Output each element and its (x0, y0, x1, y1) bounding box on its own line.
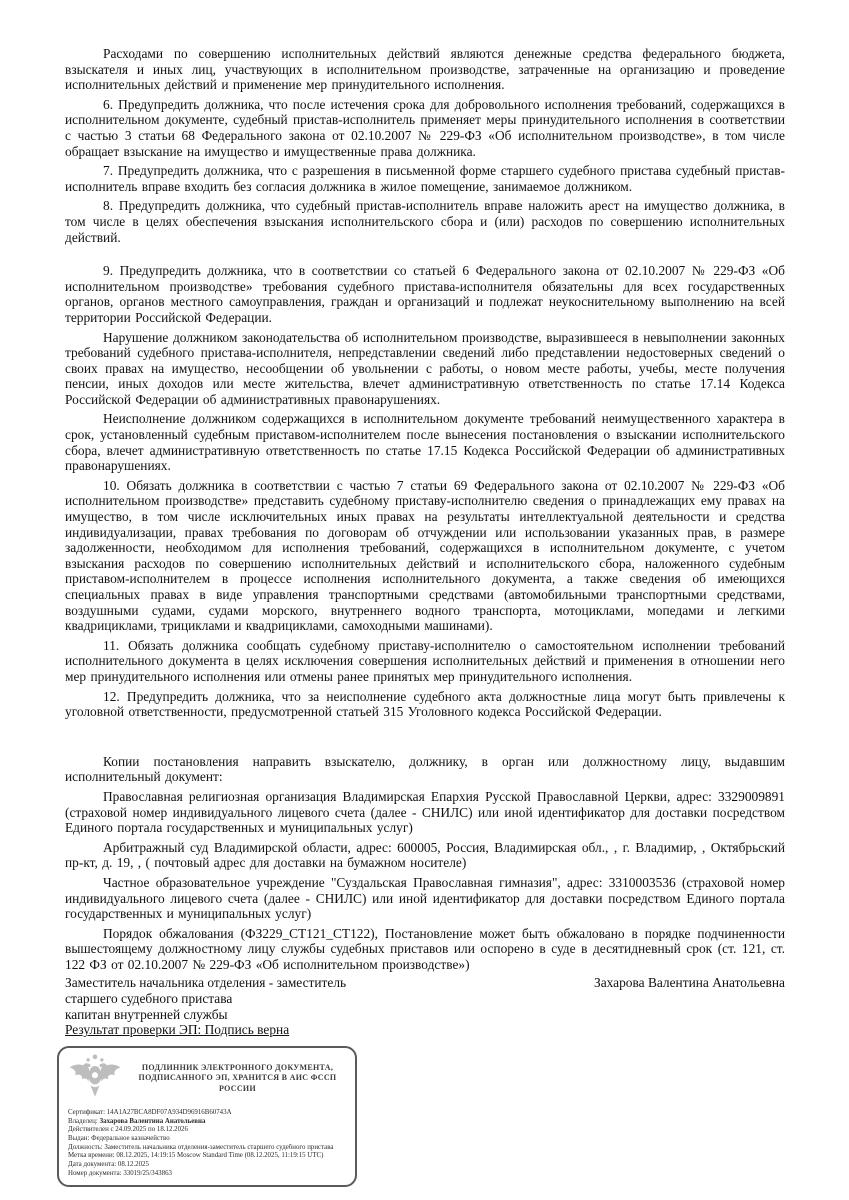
paragraph-recipient-gymnasium: Частное образовательное учреждение "Суздальская Православная гимназия", адрес: 3310003536 (страховой номер индивидуального лицевого счета (далее - СНИЛС) или иной идентификатор для доставки посредством Единого портала государственных и муниципальных услуг) (65, 874, 785, 922)
paragraph-recipient-eparchy: Православная религиозная организация Владимирская Епархия Русской Православной Церкви, адрес: 3329009891 (страховой номер индивидуального лицевого счета (далее - СНИЛС) или иной идентификатор для доставки посредством Единого портала государственных и муниципальных услуг) (65, 788, 785, 836)
paragraph-item-12: 12. Предупредить должника, что за неисполнение судебного акта должностные лица могут быть привлечены к уголовной ответственности, предусмотренной статьей 315 Уголовного кодекса Российской Федерации. (65, 688, 785, 720)
stamp-field-owner: Владелец: Захарова Валентина Анатольевна (68, 1117, 206, 1125)
stamp-field-certificate: Сертификат: 14A1A27BCA8DF07A934D96916B60743A (68, 1108, 232, 1116)
paragraph-item-7: 7. Предупредить должника, что с разрешения в письменной форме старшего судебного пристава судебный пристав-исполнитель вправе входить без согласия должника в жилое помещение, занимаемое должником. (65, 163, 785, 194)
document-body (65, 46, 785, 1187)
stamp-header-line2: ПОДПИСАННОГО ЭП, ХРАНИТСЯ В АИС ФССП РОССИИ (138, 1073, 337, 1093)
signer-position-line: Заместитель начальника отделения - заместитель (65, 975, 347, 991)
stamp-field-validity: Действителен с 24.09.2025 по 18.12.2026 (68, 1126, 188, 1134)
paragraph-appeal-procedure: Порядок обжалования (ФЗ229_СТ121_СТ122), Постановление может быть обжаловано в порядке подчиненности вышестоящему должностному лицу службы судебных приставов или оспорено в суде в десятидневный срок (ст. 121, ст. 122 ФЗ от 02.10.2007 № 229-ФЗ «Об исполнительном производстве») (65, 925, 785, 972)
stamp-header-row (68, 1053, 346, 1104)
paragraph-item-6: 6. Предупредить должника, что после истечения срока для добровольного исполнения требований, содержащихся в исполнительном документе, судебный пристав-исполнитель применяет меры принудительного исполнения в соответствии с частью 3 статьи 68 Федерального закона от 02.10.2007 № 229-ФЗ «Об исполнительном производстве», в том числе обращает взыскание на имущество и имущественные права должника. (65, 96, 785, 159)
paragraph-violation-17-15: Неисполнение должником содержащихся в исполнительном документе требований неимущественного характера в срок, установленный судебным приставом-исполнителем после вынесения постановления о взыскании исполнительского сбора, влечет административную ответственность по статье 17.15 Кодекса Российской Федерации об административных правонарушениях. (65, 411, 785, 474)
signer-name: Захарова Валентина Анатольевна (594, 975, 785, 991)
signature-row (65, 975, 785, 1022)
paragraph-item-8: 8. Предупредить должника, что судебный пристав-исполнитель вправе наложить арест на имущество должника, в том числе в целях обеспечения взыскания исполнительского сбора и (или) расходов по совершению исполнительных действий. (65, 198, 785, 245)
paragraph-item-9: 9. Предупредить должника, что в соответствии со статьей 6 Федерального закона от 02.10.2007 № 229-ФЗ «Об исполнительном производстве» требования судебного пристава-исполнителя обязательны для всех государственных органов, органов местного самоуправления, граждан и организаций и подлежат неукоснительному выполнению на всей территории Российской Федерации. (65, 263, 785, 325)
paragraph-item-10: 10. Обязать должника в соответствии с частью 7 статьи 69 Федерального закона от 02.10.2007 № 229-ФЗ «Об исполнительном производстве» представить судебному приставу-исполнителю сведения о принадлежащих ему правах на имущество, в том числе исключительных иных правах на результаты интеллектуальной деятельности и средства индивидуализации, правах требования по договорам об отчуждении или использовании указанных прав, в размере задолженности, необходимом для исполнения требований, содержащихся в исполнительном документе, с учетом взыскания расходов по совершению исполнительных действий и исполнительского сбора, наложенного судебным приставом-исполнителем в процессе исполнения исполнительного документа, а также сведения об имеющихся специальных правах в виде управления транспортными средствами (автомобильными транспортными средствами, воздушными судами, судами морского, внутреннего водного транспорта, мотоциклами, мопедами и легкими квадрициклами, трициклами и квадрициклами, самоходными машинами). (65, 477, 785, 634)
signer-position-line: капитан внутренней службы (65, 1006, 228, 1022)
stamp-field-timestamp: Метка времени: 08.12.2025, 14:19:15 Moscow Standard Time (08.12.2025, 11:19:15 UTC) (68, 1152, 324, 1160)
stamp-fields (68, 1109, 346, 1179)
signature-block (65, 975, 785, 1037)
stamp-header-text (129, 1063, 346, 1095)
paragraph-expenses: Расходами по совершению исполнительных действий являются денежные средства федерального бюджета, взыскателя и иных лиц, участвующих в исполнительном производстве, затраченные на организацию и проведение исполнительных действий и применение мер принудительного исполнения. (65, 46, 785, 93)
paragraph-violation-17-14: Нарушение должником законодательства об исполнительном производстве, выразившееся в невыполнении законных требований судебного пристава-исполнителя, непредставлении сведений либо представлении недостоверных сведений о своих правах на имущество, несообщении об увольнении с работы, о новом месте работы, учебы, месте получения пенсии, иных доходов или месте жительства, влечет административную ответственность по статье 17.14 Кодекса Российской Федерации об административных правонарушениях. (65, 329, 785, 407)
signer-position-line: старшего судебного пристава (65, 991, 233, 1007)
stamp-field-issuer: Выдан: Федеральное казначейство (68, 1134, 170, 1142)
stamp-field-document-number: Номер документа: 33019/25/343863 (68, 1169, 172, 1177)
signature-verification-result: Результат проверки ЭП: Подпись верна (65, 1022, 290, 1038)
paragraph-recipient-court: Арбитражный суд Владимирской области, адрес: 600005, Россия, Владимирская обл., , г. Владимир, , Октябрьский пр-кт, д. 19, , ( почтовый адрес для доставки на бумажном носителе) (65, 839, 785, 871)
stamp-header-line1: ПОДЛИННИК ЭЛЕКТРОННОГО ДОКУМЕНТА, (141, 1062, 334, 1072)
paragraph-item-11: 11. Обязать должника сообщать судебному приставу-исполнителю о самостоятельном исполнении требований исполнительного документа в целях исключения совершения исполнительных действий и применения в отношении него мер принудительного исполнения или отмены ранее принятых мер принудительного исполнения. (65, 637, 785, 684)
stamp-field-position: Должность: Заместитель начальника отделения-заместитель старшего судебного пристава (68, 1143, 334, 1151)
signer-position (65, 975, 346, 1022)
double-headed-eagle-icon (68, 1053, 122, 1104)
digital-signature-stamp (57, 1046, 357, 1188)
paragraph-copies: Копии постановления направить взыскателю, должнику, в орган или должностному лицу, выдавшим исполнительный документ: (65, 753, 785, 785)
stamp-field-document-date: Дата документа: 08.12.2025 (68, 1161, 149, 1169)
